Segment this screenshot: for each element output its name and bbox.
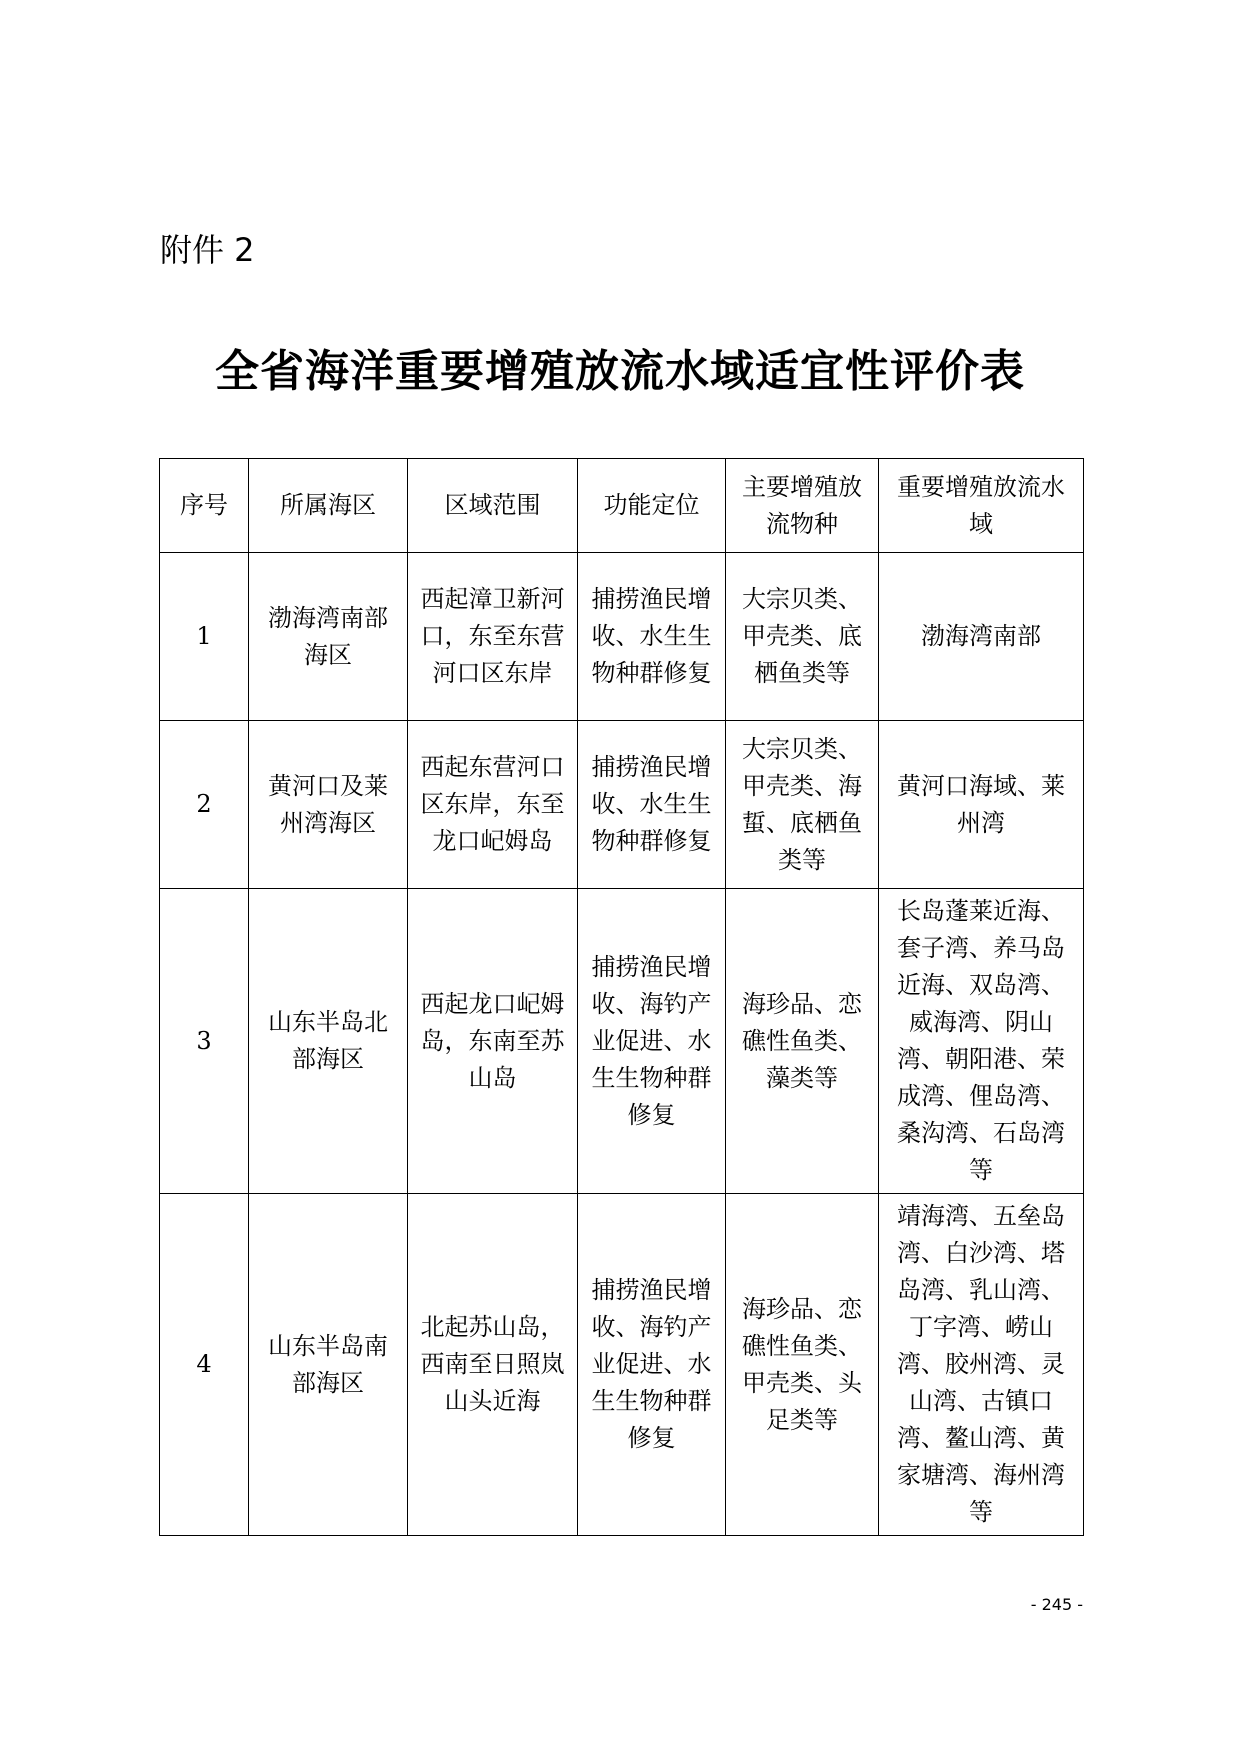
table-cell: 捕捞渔民增收、海钓产业促进、水生生物种群修复 xyxy=(578,1194,726,1536)
table-cell: 黄河口及莱州湾海区 xyxy=(249,721,408,889)
table-cell: 渤海湾南部 xyxy=(879,553,1084,721)
table-cell: 北起苏山岛，西南至日照岚山头近海 xyxy=(408,1194,578,1536)
table-cell: 捕捞渔民增收、水生生物种群修复 xyxy=(578,553,726,721)
table-header-row xyxy=(160,459,1084,553)
table-row xyxy=(160,889,1084,1194)
table-cell: 靖海湾、五垒岛湾、白沙湾、塔岛湾、乳山湾、丁字湾、崂山湾、胶州湾、灵山湾、古镇口湾、鳌山湾、黄家塘湾、海州湾等 xyxy=(879,1194,1084,1536)
table-cell: 长岛蓬莱近海、套子湾、养马岛近海、双岛湾、威海湾、阴山湾、朝阳港、荣成湾、俚岛湾、桑沟湾、石岛湾等 xyxy=(879,889,1084,1194)
header-cell-species: 主要增殖放流物种 xyxy=(726,459,879,553)
table-cell: 黄河口海域、莱州湾 xyxy=(879,721,1084,889)
header-cell-index: 序号 xyxy=(160,459,249,553)
evaluation-table xyxy=(159,458,1084,1536)
page-number: - 245 - xyxy=(1030,1595,1083,1614)
table-cell: 大宗贝类、甲壳类、底栖鱼类等 xyxy=(726,553,879,721)
table-cell: 山东半岛南部海区 xyxy=(249,1194,408,1536)
table-cell: 大宗贝类、甲壳类、海蜇、底栖鱼类等 xyxy=(726,721,879,889)
table-cell: 渤海湾南部海区 xyxy=(249,553,408,721)
table-row xyxy=(160,1194,1084,1536)
table-cell: 捕捞渔民增收、海钓产业促进、水生生物种群修复 xyxy=(578,889,726,1194)
table-cell: 海珍品、恋礁性鱼类、甲壳类、头足类等 xyxy=(726,1194,879,1536)
table-cell: 西起龙口屺姆岛，东南至苏山岛 xyxy=(408,889,578,1194)
table-cell: 西起漳卫新河口，东至东营河口区东岸 xyxy=(408,553,578,721)
table-cell: 海珍品、恋礁性鱼类、藻类等 xyxy=(726,889,879,1194)
table-cell: 西起东营河口区东岸，东至龙口屺姆岛 xyxy=(408,721,578,889)
table-cell: 捕捞渔民增收、水生生物种群修复 xyxy=(578,721,726,889)
header-cell-region-range: 区域范围 xyxy=(408,459,578,553)
attachment-label: 附件 2 xyxy=(160,231,255,269)
table-cell: 3 xyxy=(160,889,249,1194)
table-row xyxy=(160,553,1084,721)
table-cell: 山东半岛北部海区 xyxy=(249,889,408,1194)
table-cell: 1 xyxy=(160,553,249,721)
header-cell-function: 功能定位 xyxy=(578,459,726,553)
header-cell-waters: 重要增殖放流水域 xyxy=(879,459,1084,553)
page-title: 全省海洋重要增殖放流水域适宜性评价表 xyxy=(215,346,1025,397)
table-cell: 2 xyxy=(160,721,249,889)
table-cell: 4 xyxy=(160,1194,249,1536)
header-cell-sea-area: 所属海区 xyxy=(249,459,408,553)
table-row xyxy=(160,721,1084,889)
